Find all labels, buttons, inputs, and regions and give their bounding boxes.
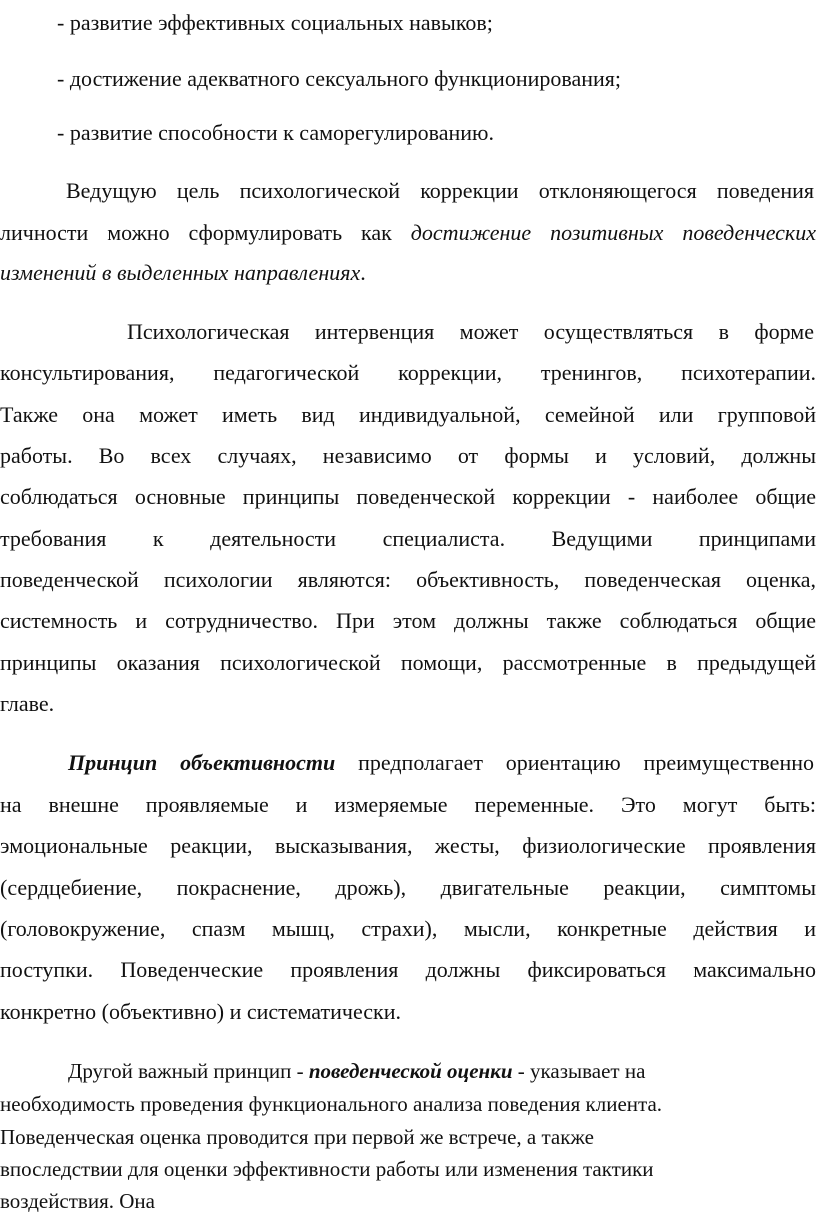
bullet-item: - развитие эффективных социальных навыков; (57, 10, 493, 35)
paragraph-line: поведенческой психологии являются: объективность, поведенческая оценка, (0, 567, 816, 592)
paragraph-line: принципы оказания психологической помощи, рассмотренные в предыдущей (0, 650, 816, 675)
paragraph-line: Психологическая интервенция может осуществляться в форме (127, 319, 814, 344)
paragraph-line: (сердцебиение, покраснение, дрожь), двигательные реакции, симптомы (0, 875, 816, 900)
paragraph-line: требования к деятельности специалиста. Ведущими принципами (0, 526, 816, 551)
bullet-item: - достижение адекватного сексуального функционирования; (57, 66, 622, 91)
paragraph-line: впоследствии для оценки эффективности работы или изменения тактики (0, 1157, 654, 1181)
paragraph-text: - указывает на (512, 1059, 646, 1083)
paragraph-line: необходимость проведения функционального анализа поведения клиента. (0, 1092, 663, 1116)
paragraph-text: Другой важный принцип - (68, 1059, 309, 1083)
emphasis-text: достижение позитивных поведенческих (410, 220, 816, 245)
principle-term: Принцип объективности (68, 750, 336, 775)
paragraph-line: соблюдаться основные принципы поведенческой коррекции - наиболее общие (0, 484, 816, 509)
paragraph-line: поступки. Поведенческие проявления должны фиксироваться максимально (0, 957, 816, 982)
paragraph-line: конкретно (объективно) и систематически. (0, 999, 401, 1024)
paragraph-line: системность и сотрудничество. При этом должны также соблюдаться общие (0, 608, 816, 633)
emphasis-text: изменений в выделенных направлениях (0, 260, 361, 285)
paragraph-text: . (360, 260, 366, 285)
paragraph-line: на внешне проявляемые и измеряемые переменные. Это могут быть: (0, 792, 816, 817)
paragraph-line: Поведенческая оценка проводится при первой же встрече, а также (0, 1125, 594, 1149)
paragraph-line: воздействия. Она (0, 1189, 155, 1213)
paragraph-line (68, 748, 814, 778)
paragraph-line: Ведущую цель психологической коррекции отклоняющегося поведения (66, 178, 814, 203)
paragraph-line: главе. (0, 691, 55, 716)
principle-term: поведенческой оценки (308, 1059, 513, 1083)
paragraph-line (68, 1056, 768, 1086)
paragraph-text: предполагает ориентацию преимущественно (335, 750, 814, 775)
paragraph-line (0, 258, 816, 288)
paragraph-line: Также она может иметь вид индивидуальной, семейной или групповой (0, 402, 816, 427)
paragraph-line (0, 218, 816, 248)
paragraph-text: личности можно сформулировать как (0, 220, 411, 245)
paragraph-line: работы. Во всех случаях, независимо от формы и условий, должны (0, 443, 816, 468)
paragraph-line: консультирования, педагогической коррекции, тренингов, психотерапии. (0, 360, 816, 385)
bullet-item: - развитие способности к саморегулированию. (57, 120, 494, 145)
paragraph-line: эмоциональные реакции, высказывания, жесты, физиологические проявления (0, 833, 816, 858)
paragraph-line: (головокружение, спазм мышц, страхи), мысли, конкретные действия и (0, 916, 816, 941)
